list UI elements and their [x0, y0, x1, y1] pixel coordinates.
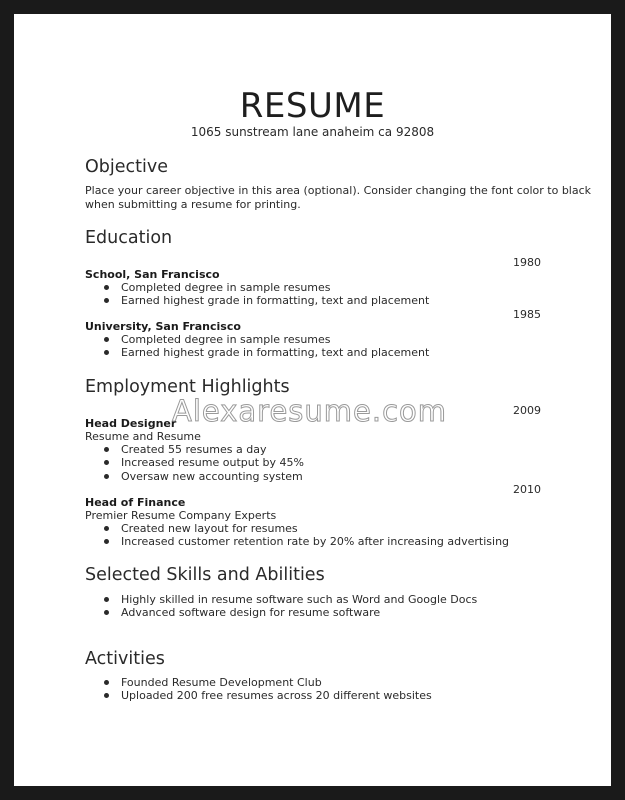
employment-heading: Employment Highlights	[85, 377, 290, 397]
resume-page	[14, 14, 611, 786]
education-school: School, San Francisco	[85, 268, 220, 281]
address: 1065 sunstream lane anaheim ca 92808	[190, 125, 435, 139]
education-bullets	[104, 281, 429, 308]
list-item: Highly skilled in resume software such as Word and Google Docs	[104, 593, 477, 606]
education-bullets	[104, 333, 429, 360]
list-item: Advanced software design for resume software	[104, 606, 477, 619]
bullet-icon	[104, 447, 109, 452]
list-item: Earned highest grade in formatting, text and placement	[104, 294, 429, 307]
list-item: Earned highest grade in formatting, text and placement	[104, 346, 429, 359]
activities-heading: Activities	[85, 649, 165, 669]
list-item: Increased resume output by 45%	[104, 456, 304, 469]
list-item: Uploaded 200 free resumes across 20 different websites	[104, 689, 432, 702]
activities-bullets	[104, 676, 432, 703]
list-item: Created 55 resumes a day	[104, 443, 304, 456]
education-heading: Education	[85, 228, 173, 248]
bullet-icon	[104, 693, 109, 698]
list-item: Completed degree in sample resumes	[104, 281, 429, 294]
objective-line: Place your career objective in this area (optional). Consider changing the font color to black	[85, 184, 592, 197]
employment-role: Head of Finance	[85, 496, 186, 509]
list-item: Completed degree in sample resumes	[104, 333, 429, 346]
objective-line: when submitting a resume for printing.	[85, 198, 301, 211]
bullet-icon	[104, 526, 109, 531]
bullet-icon	[104, 350, 109, 355]
employment-year: 2010	[513, 483, 541, 496]
skills-bullets	[104, 593, 477, 620]
list-item: Oversaw new accounting system	[104, 470, 304, 483]
bullet-icon	[104, 298, 109, 303]
education-school: University, San Francisco	[85, 320, 241, 333]
employment-company: Premier Resume Company Experts	[85, 509, 277, 522]
employment-company: Resume and Resume	[85, 430, 201, 443]
bullet-icon	[104, 337, 109, 342]
watermark: Alexaresume.com	[172, 394, 448, 428]
bullet-icon	[104, 539, 109, 544]
list-item: Founded Resume Development Club	[104, 676, 432, 689]
bullet-icon	[104, 460, 109, 465]
objective-heading: Objective	[85, 157, 168, 177]
bullet-icon	[104, 285, 109, 290]
employment-role: Head Designer	[85, 417, 177, 430]
employment-bullets	[104, 443, 304, 483]
employment-year: 2009	[513, 404, 541, 417]
employment-bullets	[104, 522, 509, 549]
education-year: 1980	[513, 256, 541, 269]
bullet-icon	[104, 610, 109, 615]
skills-heading: Selected Skills and Abilities	[85, 565, 325, 585]
bullet-icon	[104, 597, 109, 602]
list-item: Created new layout for resumes	[104, 522, 509, 535]
bullet-icon	[104, 680, 109, 685]
education-year: 1985	[513, 308, 541, 321]
bullet-icon	[104, 474, 109, 479]
objective-text	[85, 184, 591, 212]
page-title: RESUME	[239, 86, 386, 126]
list-item: Increased customer retention rate by 20% after increasing advertising	[104, 535, 509, 548]
